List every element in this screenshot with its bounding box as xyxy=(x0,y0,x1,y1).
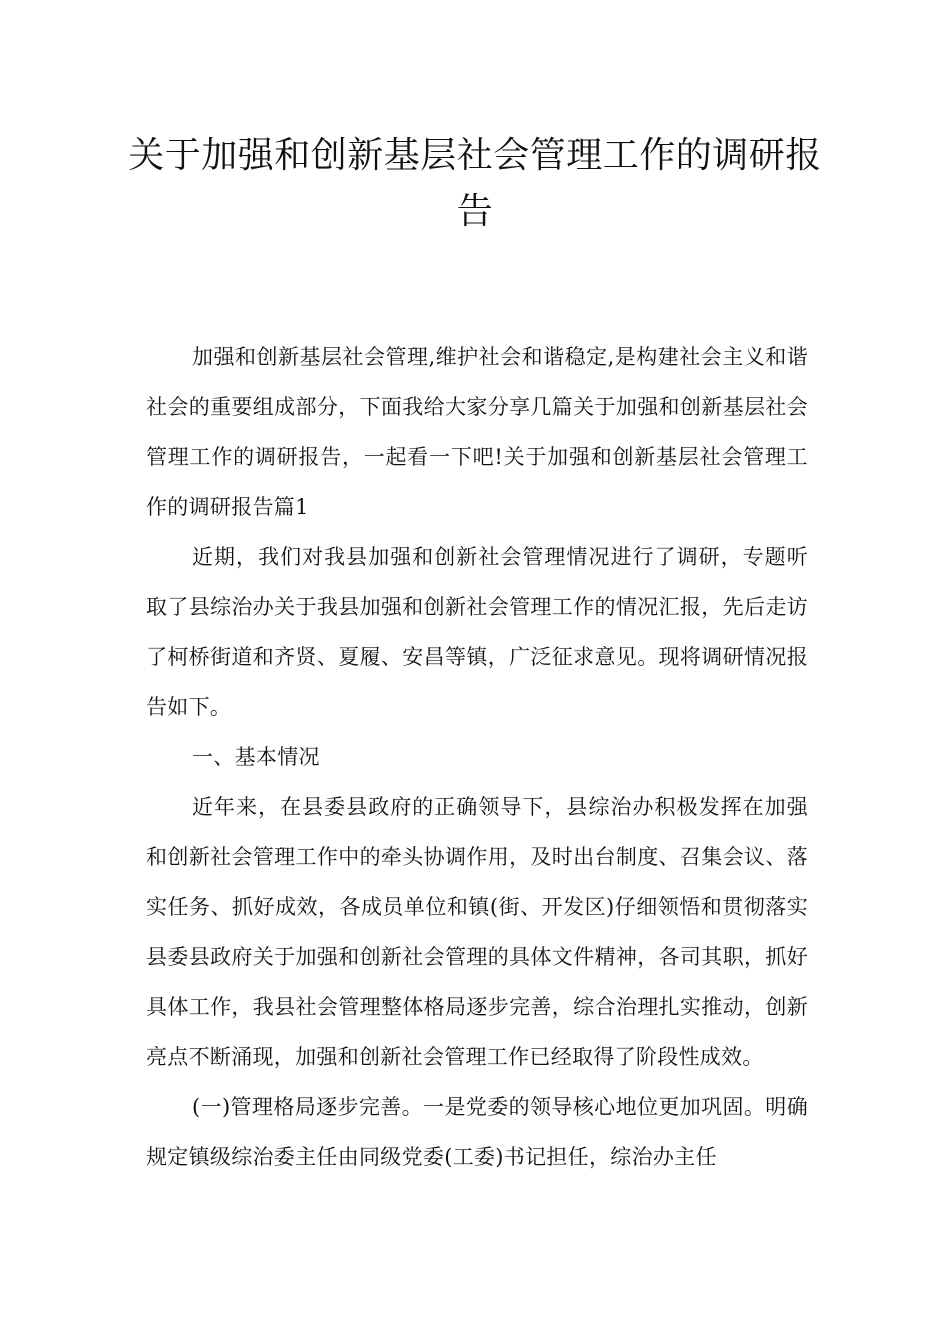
document-title: 关于加强和创新基层社会管理工作的调研报告 xyxy=(128,135,822,232)
section-heading-basic-situation: 一、基本情况 xyxy=(192,745,320,769)
paragraph-management-structure: (一)管理格局逐步完善。一是党委的领导核心地位更加巩固。明确规定镇级综治委主任由同级党委(工委)书记担任，综治办主任 xyxy=(146,1095,808,1169)
paragraph-intro: 加强和创新基层社会管理,维护社会和谐稳定,是构建社会主义和谐社会的重要组成部分，下面我给大家分享几篇关于加强和创新基层社会管理工作的调研报告，一起看一下吧!关于加强和创新基层社会管理工作的调研报告篇1 xyxy=(146,345,808,519)
paragraph-research-overview: 近期，我们对我县加强和创新社会管理情况进行了调研，专题听取了县综治办关于我县加强和创新社会管理工作的情况汇报，先后走访了柯桥街道和齐贤、夏履、安昌等镇，广泛征求意见。现将调研情况报告如下。 xyxy=(146,545,808,719)
document-body xyxy=(146,332,808,1182)
paragraph-basic-situation: 近年来，在县委县政府的正确领导下，县综治办积极发挥在加强和创新社会管理工作中的牵头协调作用，及时出台制度、召集会议、落实任务、抓好成效，各成员单位和镇(街、开发区)仔细领悟和贯彻落实县委县政府关于加强和创新社会管理的具体文件精神，各司其职，抓好具体工作，我县社会管理整体格局逐步完善，综合治理扎实推动，创新亮点不断涌现，加强和创新社会管理工作已经取得了阶段性成效。 xyxy=(146,795,808,1069)
